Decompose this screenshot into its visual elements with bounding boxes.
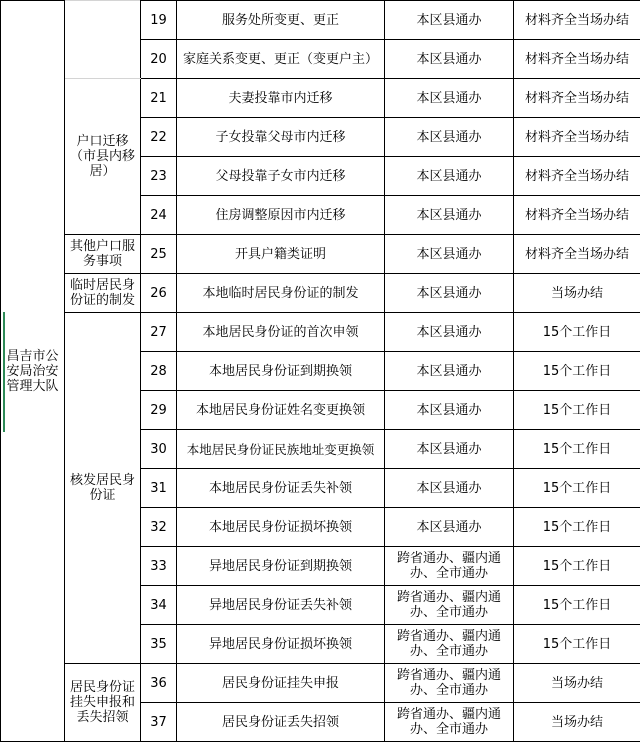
item-name: 本地居民身份证丢失补领 bbox=[177, 469, 385, 508]
handling-scope: 本区县通办 bbox=[385, 274, 514, 313]
row-number: 29 bbox=[141, 391, 177, 430]
handling-scope: 本区县通办 bbox=[385, 469, 514, 508]
item-name: 本地居民身份证到期换领 bbox=[177, 352, 385, 391]
time-limit: 15个工作日 bbox=[514, 391, 640, 430]
row-number: 36 bbox=[141, 664, 177, 703]
item-name: 本地居民身份证民族地址变更换领 bbox=[177, 430, 385, 469]
handling-scope: 本区县通办 bbox=[385, 118, 514, 157]
time-limit: 材料齐全当场办结 bbox=[514, 79, 640, 118]
table-row[interactable] bbox=[1, 664, 640, 703]
handling-scope: 本区县通办 bbox=[385, 235, 514, 274]
handling-scope: 本区县通办 bbox=[385, 391, 514, 430]
table-row[interactable] bbox=[1, 313, 640, 352]
item-name: 本地临时居民身份证的制发 bbox=[177, 274, 385, 313]
time-limit: 当场办结 bbox=[514, 274, 640, 313]
handling-scope: 本区县通办 bbox=[385, 313, 514, 352]
item-name: 子女投靠父母市内迁移 bbox=[177, 118, 385, 157]
time-limit: 材料齐全当场办结 bbox=[514, 235, 640, 274]
item-name: 异地居民身份证损坏换领 bbox=[177, 625, 385, 664]
time-limit: 当场办结 bbox=[514, 703, 640, 742]
item-name: 本地居民身份证姓名变更换领 bbox=[177, 391, 385, 430]
handling-scope: 本区县通办 bbox=[385, 430, 514, 469]
department-name: 昌吉市公安局治安管理大队 bbox=[6, 348, 59, 394]
time-limit: 15个工作日 bbox=[514, 547, 640, 586]
time-limit: 15个工作日 bbox=[514, 586, 640, 625]
table-row[interactable] bbox=[1, 274, 640, 313]
category-other-hukou: 其他户口服务事项 bbox=[65, 235, 141, 274]
row-number: 25 bbox=[141, 235, 177, 274]
handling-scope: 跨省通办、疆内通办、全市通办 bbox=[385, 625, 514, 664]
row-number: 37 bbox=[141, 703, 177, 742]
row-number: 22 bbox=[141, 118, 177, 157]
item-name: 开具户籍类证明 bbox=[177, 235, 385, 274]
handling-scope: 本区县通办 bbox=[385, 40, 514, 79]
time-limit: 15个工作日 bbox=[514, 469, 640, 508]
table-row[interactable] bbox=[1, 235, 640, 274]
handling-scope: 本区县通办 bbox=[385, 157, 514, 196]
row-number: 28 bbox=[141, 352, 177, 391]
handling-scope: 本区县通办 bbox=[385, 352, 514, 391]
row-number: 27 bbox=[141, 313, 177, 352]
time-limit: 15个工作日 bbox=[514, 430, 640, 469]
row-number: 19 bbox=[141, 1, 177, 40]
row-number: 31 bbox=[141, 469, 177, 508]
item-name: 居民身份证挂失申报 bbox=[177, 664, 385, 703]
item-name: 家庭关系变更、更正（变更户主） bbox=[177, 40, 385, 79]
category-cell-empty bbox=[65, 1, 141, 79]
time-limit: 材料齐全当场办结 bbox=[514, 196, 640, 235]
time-limit: 材料齐全当场办结 bbox=[514, 157, 640, 196]
handling-scope: 本区县通办 bbox=[385, 79, 514, 118]
time-limit: 材料齐全当场办结 bbox=[514, 118, 640, 157]
category-id-issue: 核发居民身份证 bbox=[65, 313, 141, 664]
row-number: 23 bbox=[141, 157, 177, 196]
time-limit: 材料齐全当场办结 bbox=[514, 1, 640, 40]
row-number: 24 bbox=[141, 196, 177, 235]
category-id-loss: 居民身份证挂失申报和丢失招领 bbox=[65, 664, 141, 742]
row-number: 35 bbox=[141, 625, 177, 664]
row-number: 34 bbox=[141, 586, 177, 625]
handling-scope: 跨省通办、疆内通办、全市通办 bbox=[385, 664, 514, 703]
row-number: 32 bbox=[141, 508, 177, 547]
time-limit: 15个工作日 bbox=[514, 625, 640, 664]
category-temp-id: 临时居民身份证的制发 bbox=[65, 274, 141, 313]
handling-scope: 本区县通办 bbox=[385, 1, 514, 40]
row-number: 33 bbox=[141, 547, 177, 586]
table-row[interactable] bbox=[1, 1, 640, 40]
time-limit: 15个工作日 bbox=[514, 352, 640, 391]
item-name: 异地居民身份证到期换领 bbox=[177, 547, 385, 586]
item-name: 父母投靠子女市内迁移 bbox=[177, 157, 385, 196]
row-number: 26 bbox=[141, 274, 177, 313]
table-row[interactable] bbox=[1, 79, 640, 118]
time-limit: 15个工作日 bbox=[514, 508, 640, 547]
item-name: 本地居民身份证损坏换领 bbox=[177, 508, 385, 547]
item-name: 异地居民身份证丢失补领 bbox=[177, 586, 385, 625]
handling-scope: 跨省通办、疆内通办、全市通办 bbox=[385, 547, 514, 586]
row-number: 20 bbox=[141, 40, 177, 79]
category-hukou-migration: 户口迁移（市县内移居） bbox=[65, 79, 141, 235]
item-name: 本地居民身份证的首次申领 bbox=[177, 313, 385, 352]
handling-scope: 本区县通办 bbox=[385, 508, 514, 547]
time-limit: 15个工作日 bbox=[514, 313, 640, 352]
item-name: 服务处所变更、更正 bbox=[177, 1, 385, 40]
handling-scope: 跨省通办、疆内通办、全市通办 bbox=[385, 703, 514, 742]
item-name: 居民身份证丢失招领 bbox=[177, 703, 385, 742]
item-name: 夫妻投靠市内迁移 bbox=[177, 79, 385, 118]
row-number: 21 bbox=[141, 79, 177, 118]
handling-scope: 本区县通办 bbox=[385, 196, 514, 235]
item-name: 住房调整原因市内迁移 bbox=[177, 196, 385, 235]
time-limit: 当场办结 bbox=[514, 664, 640, 703]
time-limit: 材料齐全当场办结 bbox=[514, 40, 640, 79]
department-cell bbox=[1, 1, 65, 742]
handling-scope: 跨省通办、疆内通办、全市通办 bbox=[385, 586, 514, 625]
row-number: 30 bbox=[141, 430, 177, 469]
